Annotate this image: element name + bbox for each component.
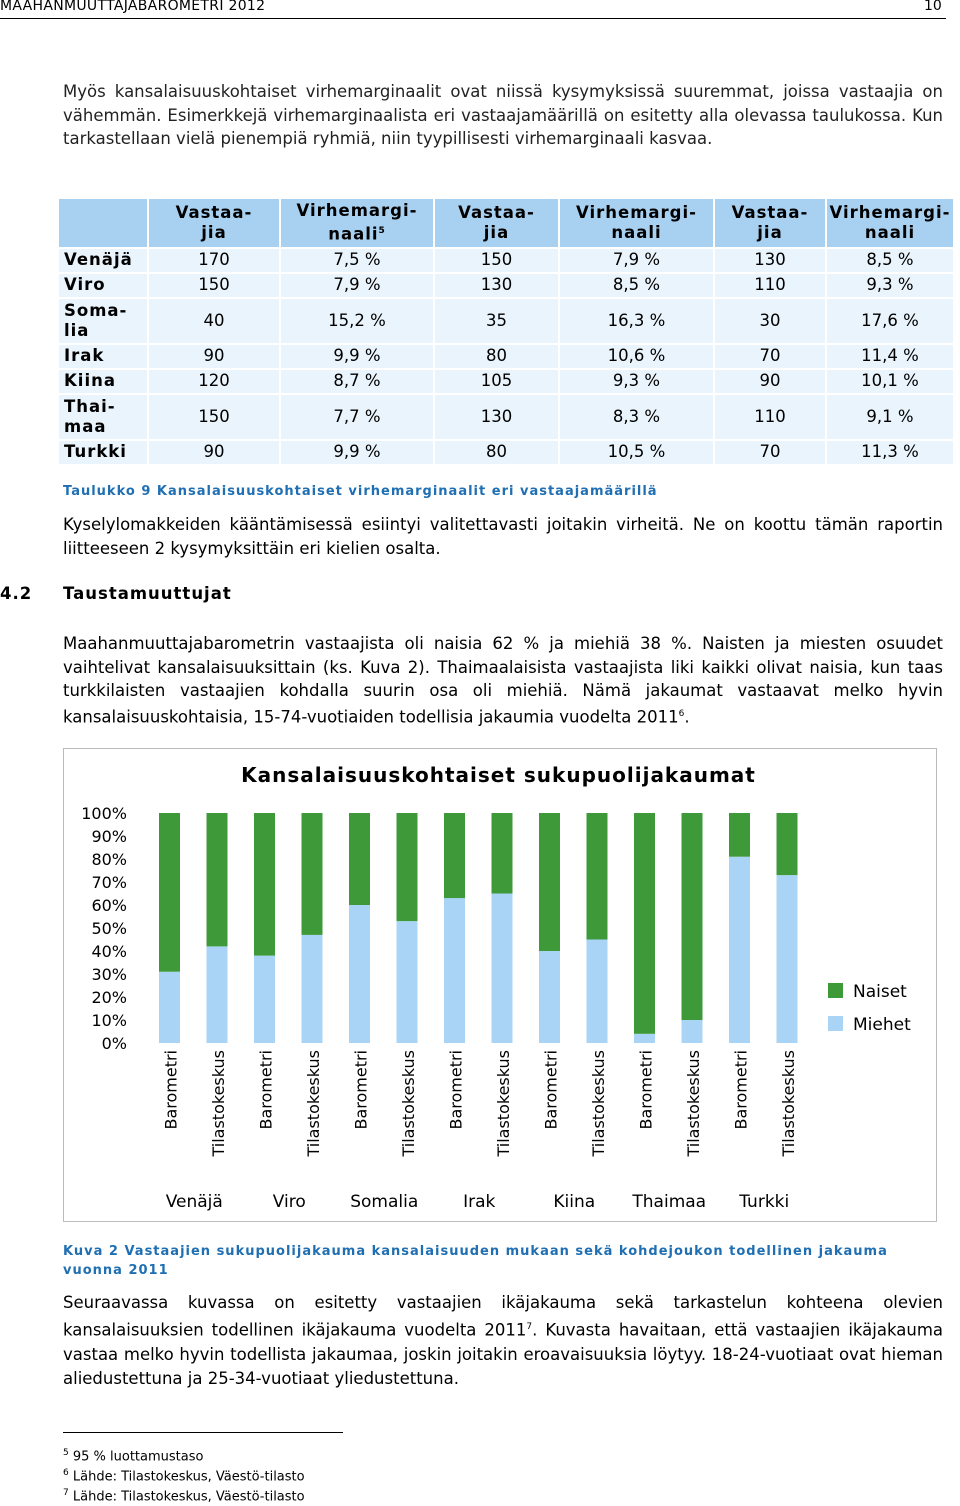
background-text: Maahanmuuttajabarometrin vastaajista oli naisia 62 % ja miehiä 38 %. Naisten ja miesten osuudet vaihtelivat kansalaisuuksittain (ks. Kuva 2). Thaimaalaisista vastaajista liki kaikki olivat naisia, kun taas turkkilaisten vastaajien kohdalla suurin osa oli miehiä. Nämä jakaumat vastaavat melko hyvin kansalaisuuskohtaisia, 15-74-vuotiaiden todellisia jakaumia vuodelta 2011 — [63, 634, 943, 726]
bar-women — [444, 813, 465, 898]
table-cell: 110 — [714, 394, 826, 440]
footnote-number: 7 — [63, 1488, 69, 1498]
footnote-text: 95 % luottamustaso — [72, 1449, 204, 1465]
table-header-label: Vastaa- jia — [458, 202, 535, 242]
group-label: Turkki — [739, 1192, 790, 1212]
table-header-label: Vastaa- jia — [175, 202, 253, 242]
bar-men — [777, 875, 798, 1043]
group-label: Kiina — [553, 1192, 596, 1212]
table-cell: 16,3 % — [559, 298, 714, 344]
bar-women — [492, 813, 513, 894]
page-number: 10 — [924, 0, 942, 14]
x-category-label: Barometri — [161, 1050, 181, 1130]
table-header-label: Virhemargi- naali — [576, 202, 697, 242]
x-category-label: Barometri — [541, 1050, 561, 1130]
table-header-label: Virhemargi- naali — [829, 202, 951, 242]
bar-women — [349, 813, 370, 905]
table-cell: 10,5 % — [559, 440, 714, 465]
bar-men — [634, 1034, 655, 1043]
legend-label: Miehet — [853, 1015, 911, 1035]
x-category-label: Barometri — [351, 1050, 371, 1130]
table-cell: 90 — [714, 369, 826, 394]
table-cell: 130 — [434, 394, 559, 440]
section-title: Taustamuuttujat — [63, 584, 232, 603]
bar-women — [634, 813, 655, 1034]
bar-men — [254, 956, 275, 1043]
x-category-label: Tilastokeskus — [589, 1050, 608, 1157]
bar-women — [777, 813, 798, 875]
table-cell: 150 — [148, 273, 280, 298]
table-cell: 130 — [434, 273, 559, 298]
bar-women — [302, 813, 323, 935]
x-category-label: Tilastokeskus — [779, 1050, 798, 1157]
y-tick-label: 20% — [91, 988, 127, 1007]
x-category-label: Tilastokeskus — [304, 1050, 323, 1157]
group-label: Somalia — [350, 1192, 419, 1212]
table-cell: 110 — [714, 273, 826, 298]
legend-swatch — [828, 983, 843, 998]
bar-women — [539, 813, 560, 951]
group-label: Thaimaa — [632, 1192, 707, 1212]
table-cell: 9,1 % — [826, 394, 953, 440]
footnote-text: Lähde: Tilastokeskus, Väestö-tilasto — [72, 1469, 305, 1485]
legend-label: Naiset — [853, 982, 907, 1002]
section-number: 4.2 — [0, 584, 33, 603]
table-cell: 70 — [714, 440, 826, 465]
footnote — [63, 1448, 203, 1464]
age-text-1: Seuraavassa kuvassa on esitetty vastaajien ikäjakauma sekä tarkastelun kohteena olevien kansalaisuuksien todellinen ikäjakauma vuodelta 2011 — [63, 1293, 943, 1340]
y-tick-label: 80% — [91, 850, 127, 869]
bar-women — [587, 813, 608, 940]
table-cell: 90 — [148, 344, 280, 369]
table-cell: 150 — [434, 248, 559, 273]
table-cell: 70 — [714, 344, 826, 369]
table-row-label: Thai- maa — [58, 394, 148, 440]
table-cell: 35 — [434, 298, 559, 344]
table-cell: 10,1 % — [826, 369, 953, 394]
footnote — [63, 1488, 305, 1504]
bar-men — [302, 935, 323, 1043]
bar-women — [397, 813, 418, 921]
bar-men — [587, 940, 608, 1044]
bar-men — [397, 921, 418, 1043]
intro-paragraph: Myös kansalaisuuskohtaiset virhemarginaalit ovat niissä kysymyksissä suuremmat, joissa vastaajia on vähemmän. Esimerkkejä virhemarginaalista eri vastaajamäärillä on esitetty alla olevassa taulukossa. Kun tarkastellaan vielä pienempiä ryhmiä, niin tyypillisesti virhemarginaali kasvaa. — [63, 82, 943, 148]
table-cell: 8,3 % — [559, 394, 714, 440]
bar-women — [159, 813, 180, 972]
table-row-label: Turkki — [58, 440, 148, 465]
footnote-number: 5 — [63, 1448, 69, 1458]
group-label: Viro — [272, 1192, 306, 1212]
table-cell: 9,3 % — [826, 273, 953, 298]
table-header-label: Virhemargi- naali — [296, 201, 418, 244]
y-tick-label: 0% — [101, 1034, 127, 1053]
table-cell: 80 — [434, 440, 559, 465]
table-row-label: Kiina — [58, 369, 148, 394]
group-label: Venäjä — [165, 1192, 223, 1212]
bar-women — [207, 813, 228, 946]
footnote-number: 6 — [63, 1468, 69, 1478]
x-category-label: Tilastokeskus — [494, 1050, 513, 1157]
footnote-ref: 7 — [526, 1322, 533, 1332]
table-cell: 105 — [434, 369, 559, 394]
bar-men — [682, 1020, 703, 1043]
footnote-text: Lähde: Tilastokeskus, Väestö-tilasto — [72, 1489, 305, 1505]
table-row-label: Irak — [58, 344, 148, 369]
y-tick-label: 100% — [81, 804, 127, 823]
table-cell: 15,2 % — [280, 298, 434, 344]
table-cell: 7,5 % — [280, 248, 434, 273]
table-cell: 7,9 % — [280, 273, 434, 298]
table-cell: 7,7 % — [280, 394, 434, 440]
x-category-label: Barometri — [636, 1050, 656, 1130]
table-row-label: Viro — [58, 273, 148, 298]
legend-swatch — [828, 1016, 843, 1031]
table-cell: 8,5 % — [559, 273, 714, 298]
table-cell: 30 — [714, 298, 826, 344]
x-category-label: Barometri — [256, 1050, 276, 1130]
y-tick-label: 40% — [91, 942, 127, 961]
table-cell: 80 — [434, 344, 559, 369]
table-row-label: Soma- lia — [58, 298, 148, 344]
group-label: Irak — [463, 1192, 496, 1212]
background-text-end: . — [684, 707, 690, 726]
y-tick-label: 50% — [91, 919, 127, 938]
table-cell: 8,7 % — [280, 369, 434, 394]
table-cell: 9,9 % — [280, 440, 434, 465]
table-cell: 10,6 % — [559, 344, 714, 369]
table-cell: 120 — [148, 369, 280, 394]
footnote-ref: 6 — [678, 708, 685, 719]
x-category-label: Tilastokeskus — [399, 1050, 418, 1157]
bar-women — [682, 813, 703, 1020]
age-text-2: . Kuvasta havaitaan, että vastaajien ikäjakauma vastaa melko hyvin todellista jakaumaa, joskin joitakin eroavaisuuksia löytyy. 18-24-vuotiaat ovat hieman aliedustettuna ja 25-34-vuotiaat yliedustettuna. — [63, 1320, 943, 1388]
bar-women — [729, 813, 750, 857]
footnote-divider — [63, 1432, 343, 1433]
bar-men — [539, 951, 560, 1043]
table-cell: 11,3 % — [826, 440, 953, 465]
bar-men — [159, 972, 180, 1043]
x-category-label: Barometri — [731, 1050, 751, 1130]
bar-men — [207, 946, 228, 1043]
bar-men — [444, 898, 465, 1043]
table-cell: 40 — [148, 298, 280, 344]
figure-caption: Kuva 2 Vastaajien sukupuolijakauma kansalaisuuden mukaan sekä kohdejoukon todellinen jakauma vuonna 2011 — [63, 1244, 888, 1278]
y-tick-label: 30% — [91, 965, 127, 984]
table-cell: 9,9 % — [280, 344, 434, 369]
running-header: MAAHANMUUTTAJABAROMETRI 2012 — [0, 0, 266, 14]
table-cell: 130 — [714, 248, 826, 273]
table-cell: 90 — [148, 440, 280, 465]
footnote-ref: 5 — [378, 226, 386, 236]
y-tick-label: 70% — [91, 873, 127, 892]
bar-men — [349, 905, 370, 1043]
table-row-label: Venäjä — [58, 248, 148, 273]
table-cell: 7,9 % — [559, 248, 714, 273]
x-category-label: Barometri — [446, 1050, 466, 1130]
translation-paragraph: Kyselylomakkeiden kääntämisessä esiintyi valitettavasti joitakin virheitä. Ne on koottu tämän raportin liitteeseen 2 kysymyksittäin eri kielien osalta. — [63, 515, 943, 558]
x-category-label: Tilastokeskus — [209, 1050, 228, 1157]
table-cell: 150 — [148, 394, 280, 440]
age-paragraph — [63, 1291, 943, 1391]
bar-men — [492, 894, 513, 1044]
bar-men — [729, 857, 750, 1043]
table-caption: Taulukko 9 Kansalaisuuskohtaiset virhemarginaalit eri vastaajamäärillä — [63, 484, 658, 499]
table-cell: 170 — [148, 248, 280, 273]
bar-women — [254, 813, 275, 956]
table-cell: 17,6 % — [826, 298, 953, 344]
table-cell: 9,3 % — [559, 369, 714, 394]
y-tick-label: 10% — [91, 1011, 127, 1030]
footnote — [63, 1468, 305, 1484]
chart-title: Kansalaisuuskohtaiset sukupuolijakaumat — [241, 763, 756, 787]
table-header-label: Vastaa- jia — [731, 202, 809, 242]
table-cell: 8,5 % — [826, 248, 953, 273]
y-tick-label: 90% — [91, 827, 127, 846]
x-category-label: Tilastokeskus — [684, 1050, 703, 1157]
table-cell: 11,4 % — [826, 344, 953, 369]
y-tick-label: 60% — [91, 896, 127, 915]
